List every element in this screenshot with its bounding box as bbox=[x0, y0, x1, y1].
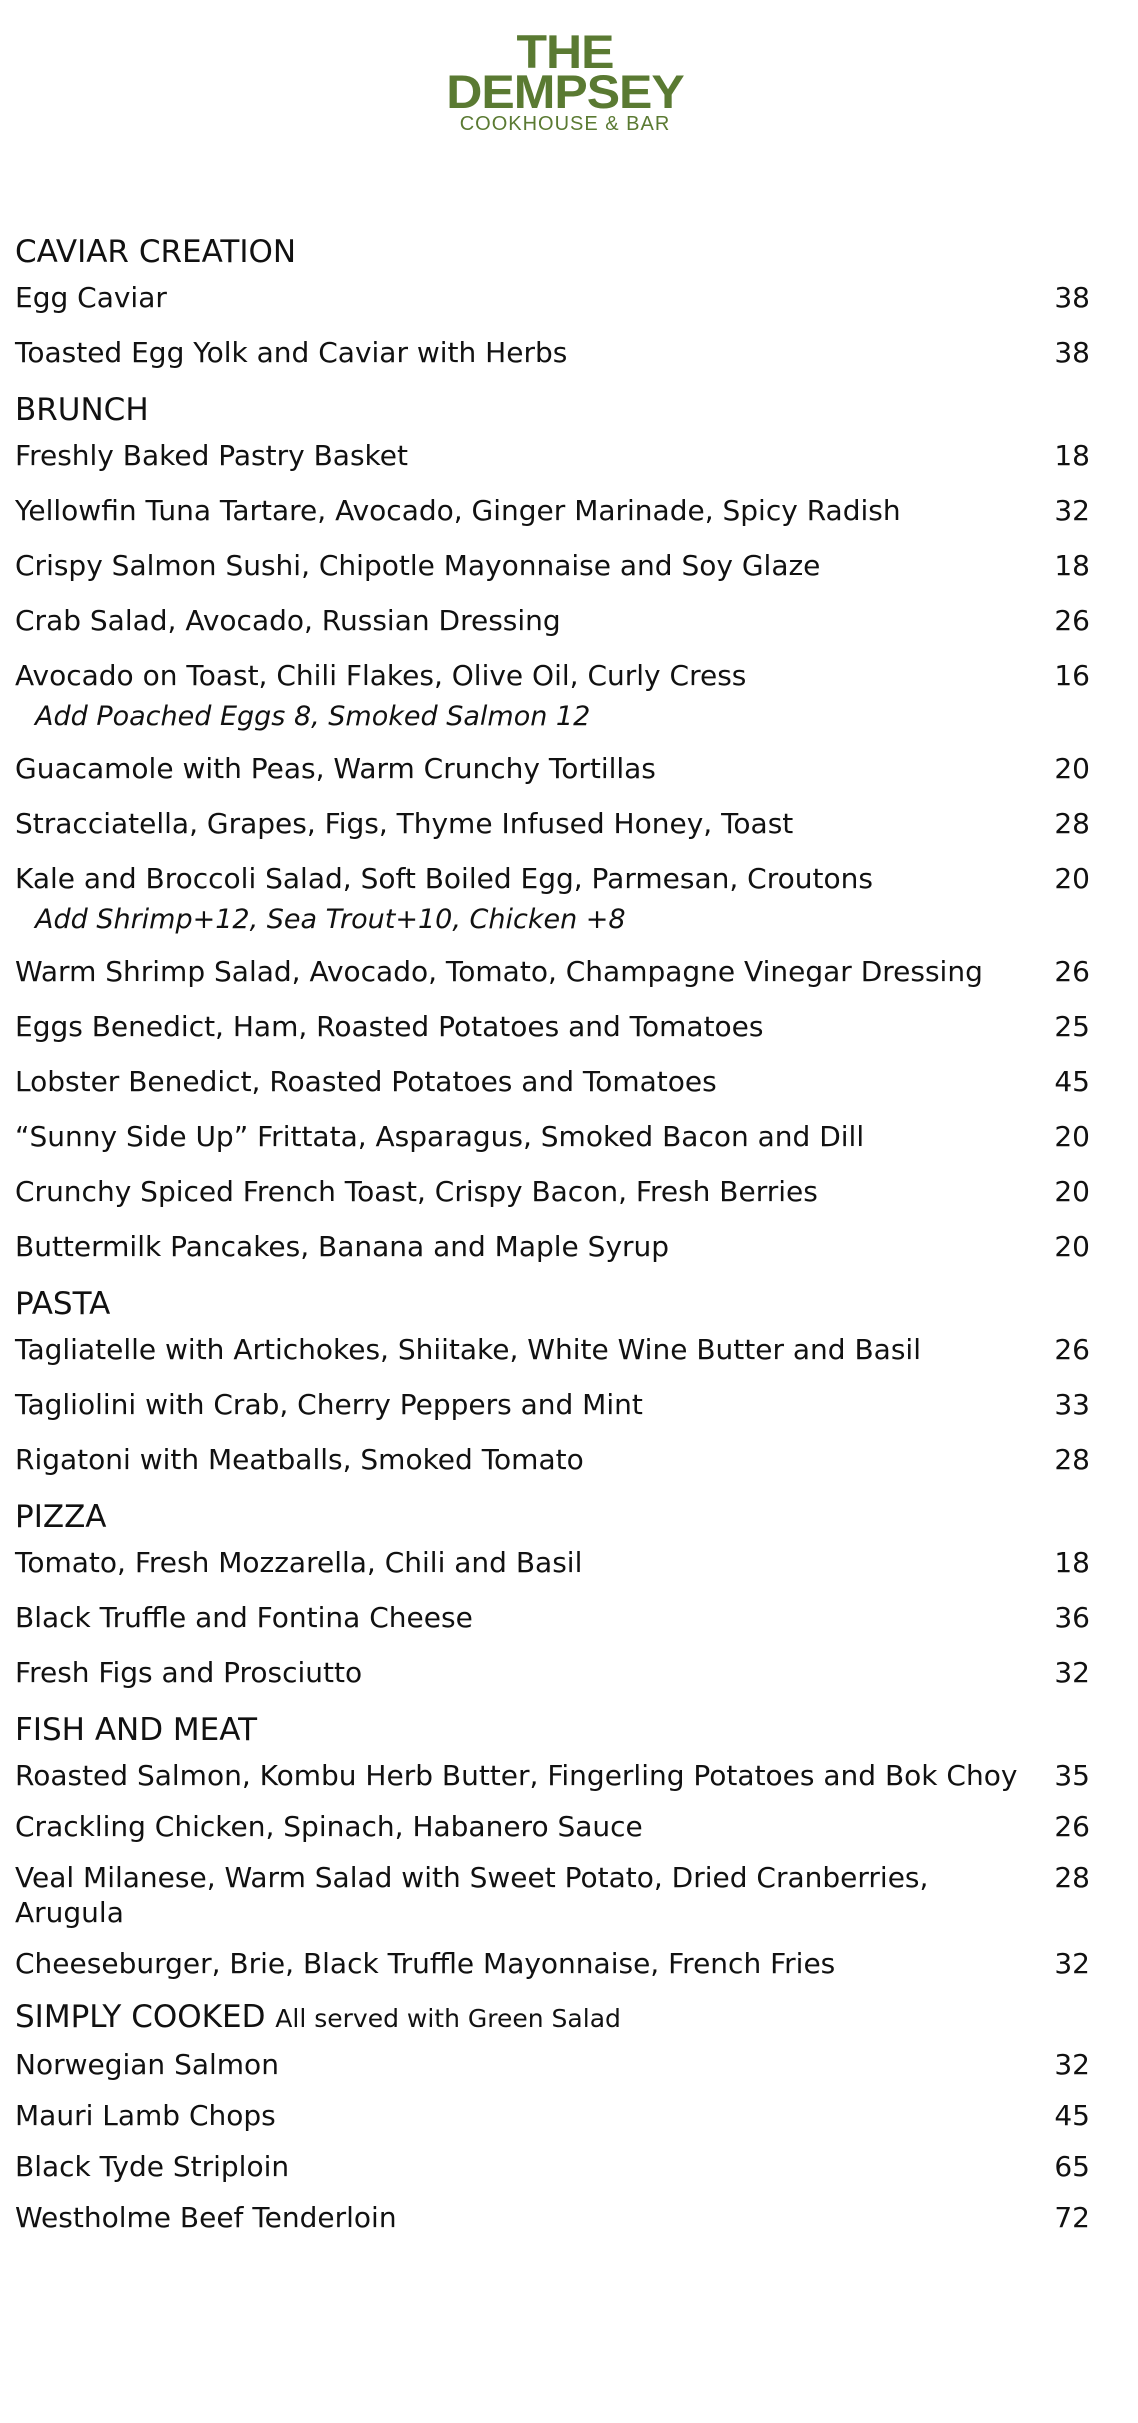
item-price: 26 bbox=[1054, 604, 1090, 637]
item-price: 32 bbox=[1054, 1656, 1090, 1689]
item-name: Crunchy Spiced French Toast, Crispy Bacon, Fresh Berries bbox=[15, 1175, 818, 1208]
item-name: “Sunny Side Up” Frittata, Asparagus, Smoked Bacon and Dill bbox=[15, 1120, 865, 1153]
item-price: 26 bbox=[1054, 1333, 1090, 1366]
menu-item bbox=[15, 1946, 1090, 1981]
item-price: 33 bbox=[1054, 1388, 1090, 1421]
menu-item bbox=[15, 658, 1090, 693]
menu-section-fish-and-meat bbox=[15, 1710, 1090, 1981]
item-name: Mauri Lamb Chops bbox=[15, 2099, 276, 2132]
menu-item bbox=[15, 335, 1090, 370]
menu-section-caviar bbox=[15, 232, 1090, 370]
section-subtitle: All served with Green Salad bbox=[275, 2004, 621, 2033]
menu-item bbox=[15, 1229, 1090, 1264]
menu bbox=[15, 232, 1090, 2251]
item-price: 20 bbox=[1054, 752, 1090, 785]
menu-item bbox=[15, 2200, 1090, 2235]
menu-item bbox=[15, 280, 1090, 315]
menu-item bbox=[15, 1009, 1090, 1044]
menu-item bbox=[15, 1119, 1090, 1154]
menu-item bbox=[15, 751, 1090, 786]
menu-item bbox=[15, 1545, 1090, 1580]
item-name: Buttermilk Pancakes, Banana and Maple Syrup bbox=[15, 1230, 670, 1263]
item-name: Crispy Salmon Sushi, Chipotle Mayonnaise and Soy Glaze bbox=[15, 549, 821, 582]
item-name: Kale and Broccoli Salad, Soft Boiled Egg, Parmesan, Croutons bbox=[15, 862, 873, 895]
item-name: Tagliolini with Crab, Cherry Peppers and Mint bbox=[15, 1388, 643, 1421]
menu-item bbox=[15, 548, 1090, 583]
item-price: 18 bbox=[1054, 1546, 1090, 1579]
item-name: Eggs Benedict, Ham, Roasted Potatoes and Tomatoes bbox=[15, 1010, 764, 1043]
section-title: BRUNCH bbox=[15, 392, 149, 428]
item-name: Cheeseburger, Brie, Black Truffle Mayonnaise, French Fries bbox=[15, 1947, 836, 1980]
item-add-on-note: Add Poached Eggs 8, Smoked Salmon 12 bbox=[35, 701, 591, 732]
item-price: 38 bbox=[1054, 336, 1090, 369]
item-price: 28 bbox=[1054, 807, 1090, 840]
item-name: Rigatoni with Meatballs, Smoked Tomato bbox=[15, 1443, 584, 1476]
item-name: Stracciatella, Grapes, Figs, Thyme Infused Honey, Toast bbox=[15, 807, 794, 840]
menu-item bbox=[15, 1758, 1090, 1793]
menu-item bbox=[15, 603, 1090, 638]
restaurant-logo bbox=[440, 25, 690, 136]
item-price: 72 bbox=[1054, 2201, 1090, 2234]
item-price: 65 bbox=[1054, 2150, 1090, 2183]
menu-item bbox=[15, 954, 1090, 989]
item-name: Veal Milanese, Warm Salad with Sweet Potato, Dried Cranberries, Arugula bbox=[15, 1861, 929, 1929]
item-price: 20 bbox=[1054, 1120, 1090, 1153]
menu-section-pizza bbox=[15, 1497, 1090, 1690]
item-name: Warm Shrimp Salad, Avocado, Tomato, Champagne Vinegar Dressing bbox=[15, 955, 983, 988]
menu-item bbox=[15, 1600, 1090, 1635]
menu-item bbox=[15, 438, 1090, 473]
menu-item bbox=[15, 2098, 1090, 2133]
menu-item bbox=[15, 493, 1090, 528]
item-price: 45 bbox=[1054, 2099, 1090, 2132]
item-price: 25 bbox=[1054, 1010, 1090, 1043]
logo-line-dempsey: DEMPSEY bbox=[446, 65, 684, 119]
menu-item bbox=[15, 1809, 1090, 1844]
item-price: 36 bbox=[1054, 1601, 1090, 1634]
item-name: Black Tyde Striploin bbox=[15, 2150, 290, 2183]
item-name: Toasted Egg Yolk and Caviar with Herbs bbox=[15, 336, 568, 369]
section-title: FISH AND MEAT bbox=[15, 1712, 258, 1748]
item-name: Lobster Benedict, Roasted Potatoes and Tomatoes bbox=[15, 1065, 717, 1098]
item-price: 26 bbox=[1054, 1810, 1090, 1843]
item-name: Crackling Chicken, Spinach, Habanero Sauce bbox=[15, 1810, 643, 1843]
section-title: PIZZA bbox=[15, 1499, 107, 1535]
item-add-on-note: Add Shrimp+12, Sea Trout+10, Chicken +8 bbox=[35, 904, 626, 935]
section-title-row bbox=[15, 1997, 1090, 2039]
item-name: Freshly Baked Pastry Basket bbox=[15, 439, 408, 472]
section-title: CAVIAR CREATION bbox=[15, 234, 297, 270]
item-name: Egg Caviar bbox=[15, 281, 167, 314]
item-price: 38 bbox=[1054, 281, 1090, 314]
logo-line-the: THE bbox=[516, 25, 614, 79]
item-name: Yellowfin Tuna Tartare, Avocado, Ginger Marinade, Spicy Radish bbox=[15, 494, 901, 527]
item-name: Guacamole with Peas, Warm Crunchy Tortillas bbox=[15, 752, 656, 785]
menu-section-pasta bbox=[15, 1284, 1090, 1477]
item-price: 20 bbox=[1054, 1175, 1090, 1208]
item-name: Westholme Beef Tenderloin bbox=[15, 2201, 397, 2234]
menu-item bbox=[15, 1387, 1090, 1422]
section-title: PASTA bbox=[15, 1286, 111, 1322]
item-price: 16 bbox=[1054, 659, 1090, 692]
item-price: 20 bbox=[1054, 862, 1090, 895]
item-name: Roasted Salmon, Kombu Herb Butter, Fingerling Potatoes and Bok Choy bbox=[15, 1759, 1018, 1792]
item-price: 32 bbox=[1054, 1947, 1090, 1980]
item-name: Norwegian Salmon bbox=[15, 2048, 279, 2081]
section-title: SIMPLY COOKED bbox=[15, 1999, 266, 2035]
item-name: Crab Salad, Avocado, Russian Dressing bbox=[15, 604, 561, 637]
item-name: Tomato, Fresh Mozzarella, Chili and Basil bbox=[15, 1546, 583, 1579]
menu-item bbox=[15, 2047, 1090, 2082]
logo-subtitle: COOKHOUSE & BAR bbox=[459, 113, 671, 135]
menu-item bbox=[15, 1174, 1090, 1209]
menu-item bbox=[15, 1860, 1090, 1930]
item-price: 32 bbox=[1054, 494, 1090, 527]
menu-item bbox=[15, 1064, 1090, 1099]
menu-item bbox=[15, 861, 1090, 896]
item-price: 28 bbox=[1054, 1861, 1090, 1894]
menu-section-brunch bbox=[15, 390, 1090, 1264]
item-name: Avocado on Toast, Chili Flakes, Olive Oil, Curly Cress bbox=[15, 659, 747, 692]
item-price: 20 bbox=[1054, 1230, 1090, 1263]
menu-item bbox=[15, 2149, 1090, 2184]
item-name: Tagliatelle with Artichokes, Shiitake, White Wine Butter and Basil bbox=[15, 1333, 921, 1366]
menu-section-simply-cooked bbox=[15, 1997, 1090, 2235]
menu-item bbox=[15, 1655, 1090, 1690]
menu-item bbox=[15, 1442, 1090, 1477]
menu-item bbox=[15, 1332, 1090, 1367]
item-name: Fresh Figs and Prosciutto bbox=[15, 1656, 363, 1689]
item-price: 28 bbox=[1054, 1443, 1090, 1476]
menu-item bbox=[15, 806, 1090, 841]
item-price: 18 bbox=[1054, 439, 1090, 472]
item-price: 26 bbox=[1054, 955, 1090, 988]
item-price: 18 bbox=[1054, 549, 1090, 582]
item-price: 35 bbox=[1054, 1759, 1090, 1792]
item-price: 32 bbox=[1054, 2048, 1090, 2081]
item-price: 45 bbox=[1054, 1065, 1090, 1098]
item-name: Black Truffle and Fontina Cheese bbox=[15, 1601, 473, 1634]
